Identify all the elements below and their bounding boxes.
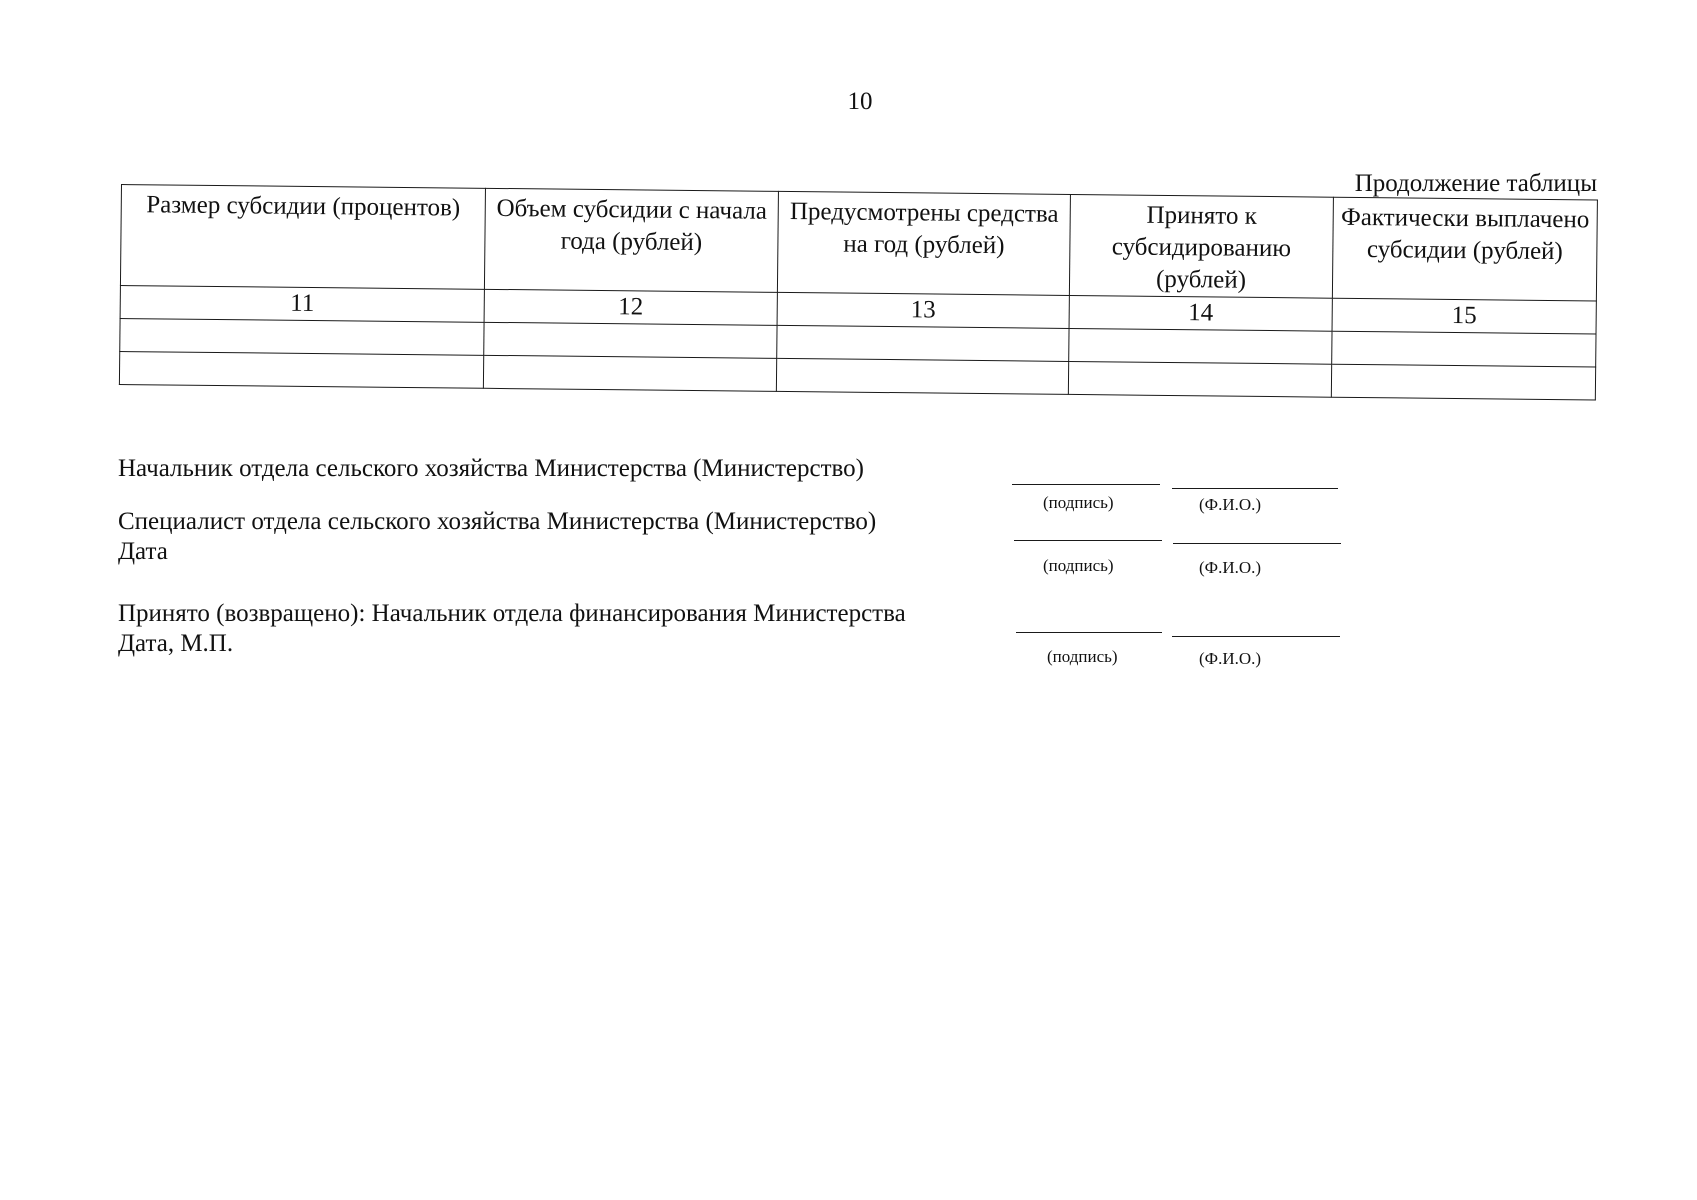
column-number: 11 [120,285,484,322]
name-caption: (Ф.И.О.) [1199,649,1262,668]
signature-line[interactable] [1014,540,1162,541]
signatory-title: Начальник отдела сельского хозяйства Министерства (Министерство) [118,455,864,482]
table-header-row [120,185,1597,301]
header-accepted [1069,194,1333,298]
signature-caption: (подпись) [1043,493,1114,512]
name-line[interactable] [1172,636,1340,637]
header-line: (рублей) [1472,237,1563,266]
table-cell [1332,331,1596,367]
signatory-title: Специалист отдела сельского хозяйства Министерства (Министерство) [118,508,877,535]
signature-block-agriculture-specialist [118,507,1358,567]
header-line: выплачено субсидии [1366,205,1590,265]
table-cell [120,318,484,355]
header-line: Объем субсидии [496,194,673,224]
header-subsidy-ytd [484,188,778,292]
signature-caption: (подпись) [1043,556,1114,575]
header-line: Предусмотрены [789,198,961,227]
header-line: к субсидированию [1111,202,1292,263]
table-cell [1069,328,1332,364]
name-line[interactable] [1172,488,1338,489]
signature-caption: (подпись) [1047,647,1118,666]
header-line: с начала года [560,196,768,256]
header-line: Фактически [1340,203,1470,233]
table-cell [777,325,1069,361]
header-line: (рублей) [914,231,1005,260]
table-cell [776,358,1068,394]
page-number: 10 [847,88,873,115]
signature-block-finance-head [118,599,1358,659]
header-line: Принято [1146,201,1239,230]
column-number: 12 [484,289,777,325]
header-line: (рублей) [612,228,703,257]
table-cell [1068,361,1331,397]
header-line: (рублей) [1155,265,1247,294]
table-cell [483,355,776,391]
header-line: Размер субсидии [146,191,327,221]
column-number: 14 [1069,295,1332,331]
column-number: 13 [777,292,1069,328]
name-caption: (Ф.И.О.) [1199,558,1262,577]
date-label: Дата [118,538,168,565]
header-line: средства на год [843,199,1059,259]
signature-line[interactable] [1016,632,1162,633]
table-cell [484,322,777,358]
header-subsidy-percent [120,185,485,290]
table-cell [119,351,483,388]
subsidy-table [119,184,1598,400]
signature-line[interactable] [1012,484,1160,485]
signature-block-head-of-agriculture [118,454,1358,484]
column-number: 15 [1332,298,1596,334]
header-actually-paid [1332,197,1597,301]
header-annual-funds [777,191,1070,295]
date-stamp-label: Дата, М.П. [118,630,234,657]
name-caption: (Ф.И.О.) [1199,495,1262,514]
table-cell [1331,364,1595,400]
signatory-title: Принято (возвращено): Начальник отдела финансирования Министерства [118,600,906,627]
table-continuation-label: Продолжение таблицы [1354,170,1597,197]
header-line: (процентов) [332,193,461,222]
name-line[interactable] [1173,543,1341,544]
